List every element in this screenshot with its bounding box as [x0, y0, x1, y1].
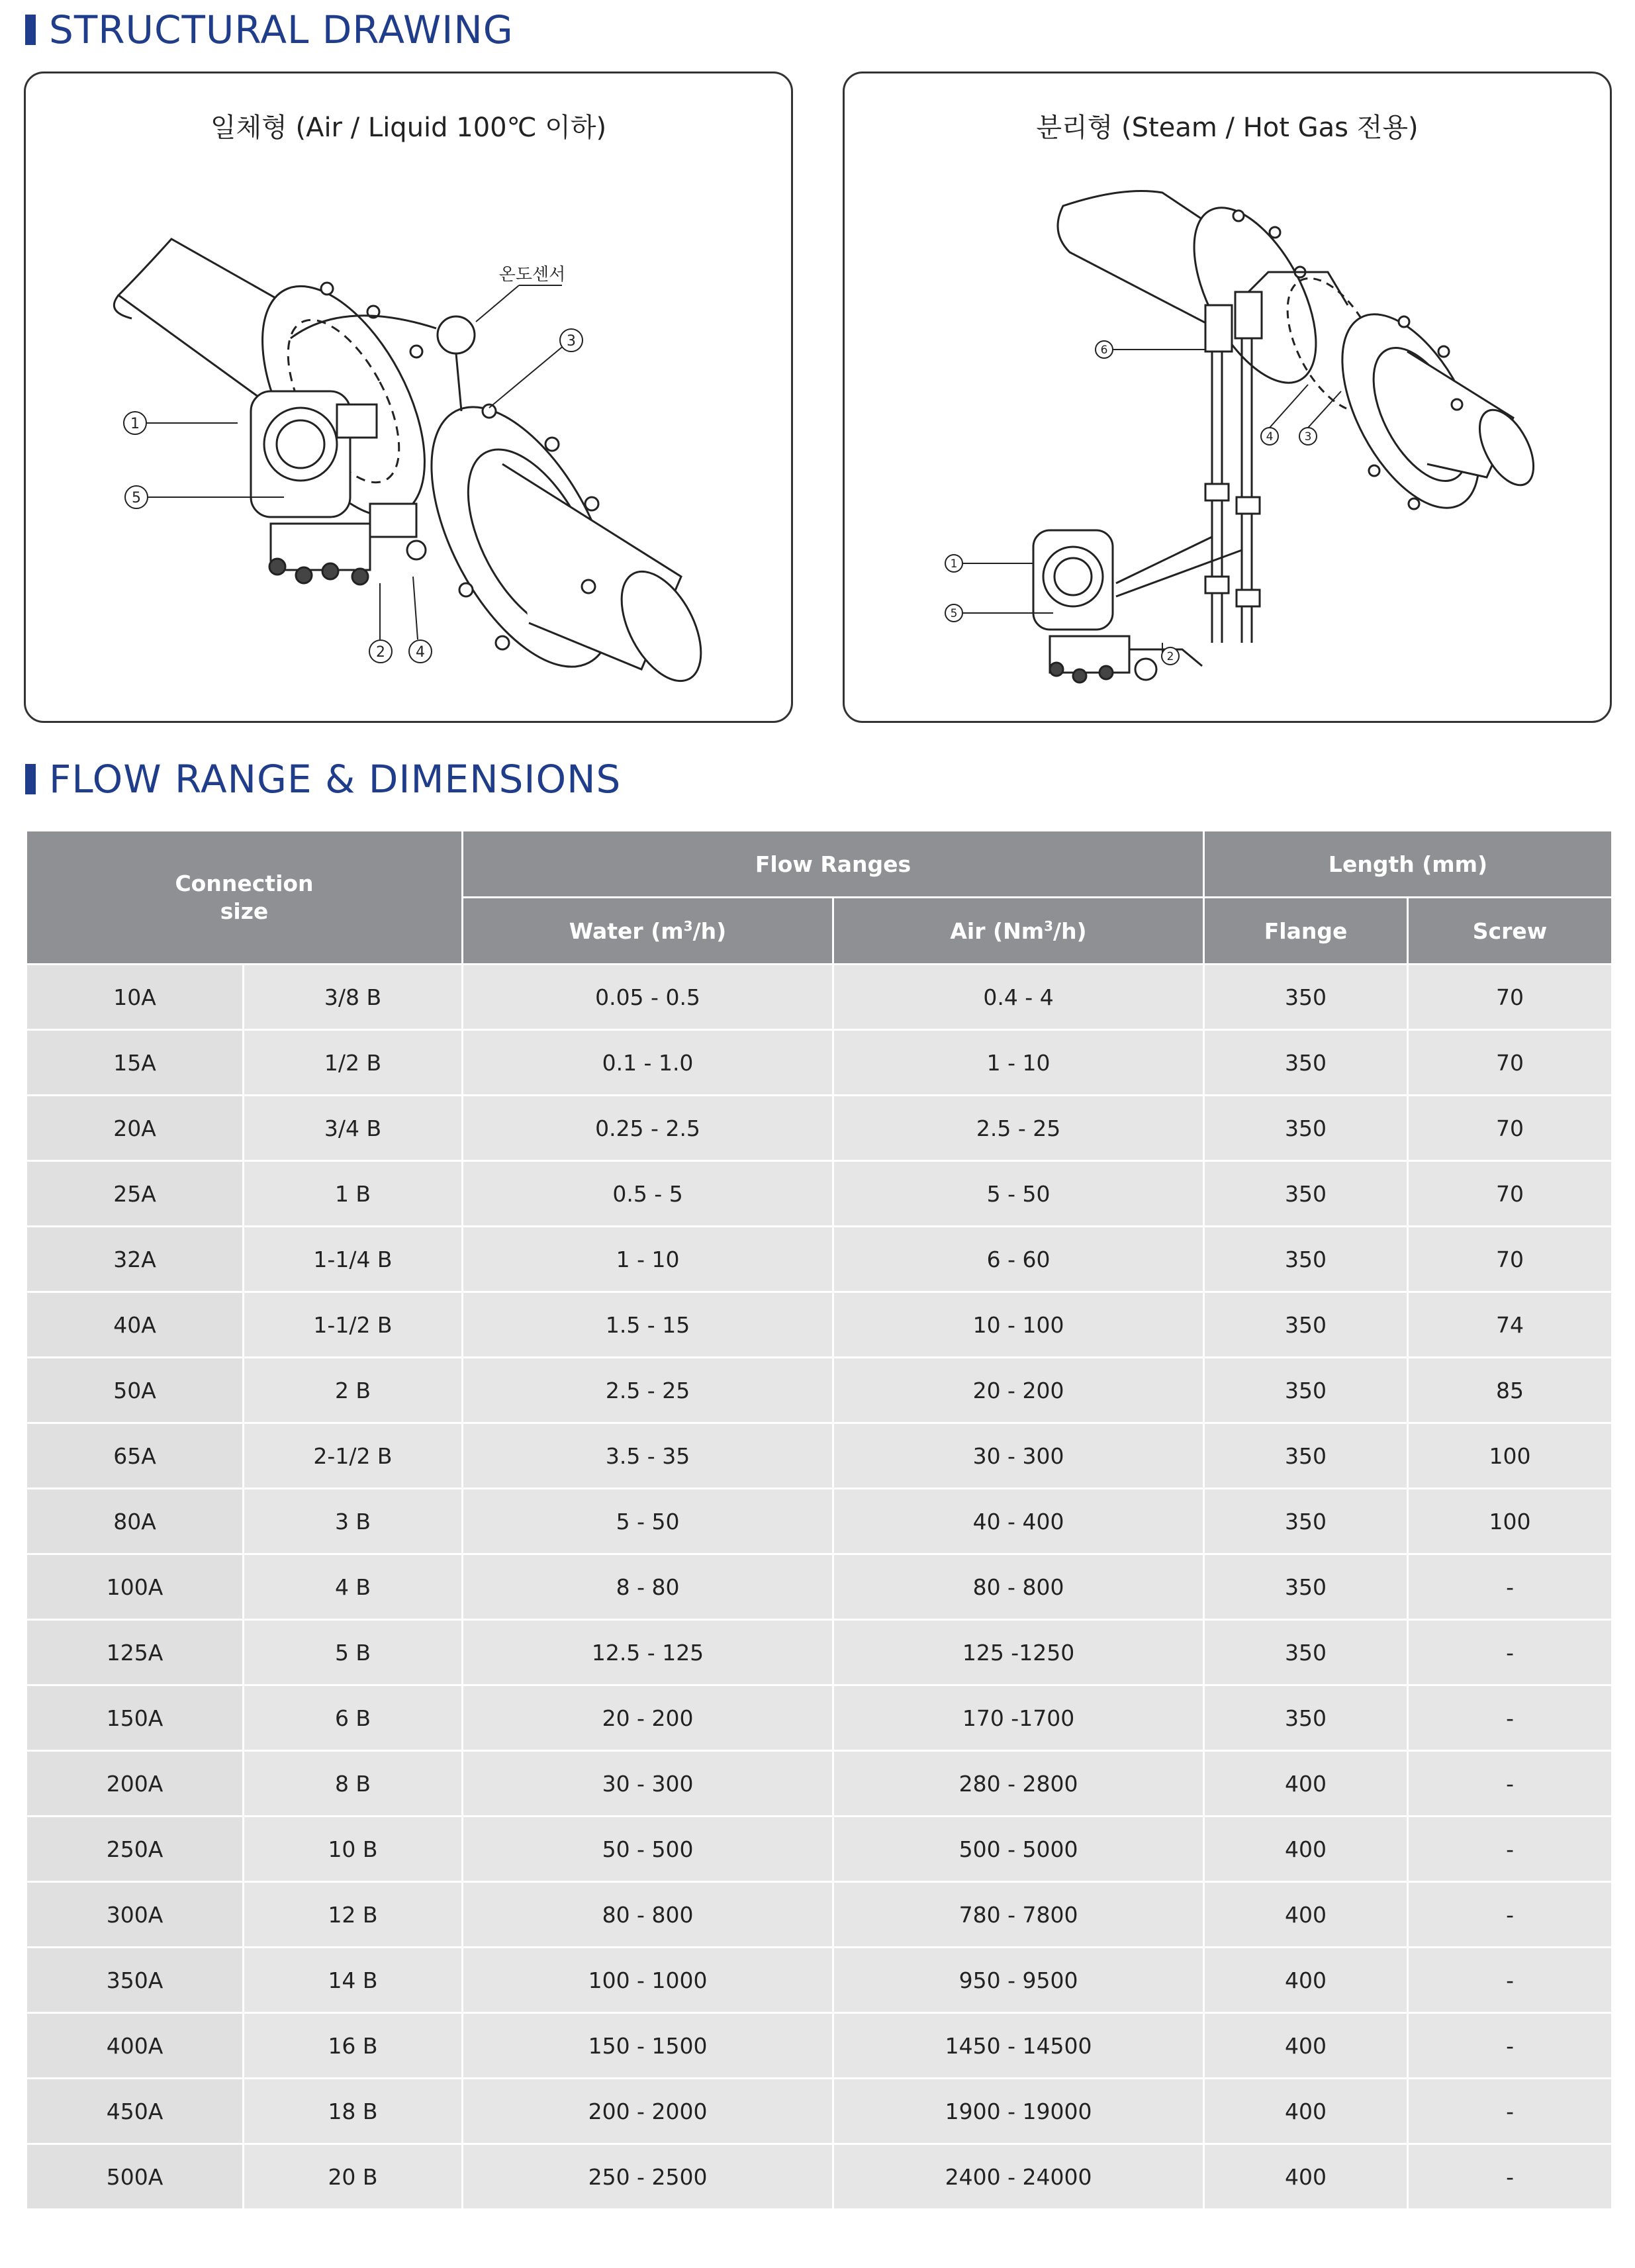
size-b-cell: 1-1/4 B	[244, 1227, 463, 1292]
water-range-cell: 5 - 50	[463, 1489, 833, 1554]
temperature-gauge	[438, 316, 475, 354]
table-row	[26, 965, 1612, 1030]
size-b-cell: 2-1/2 B	[244, 1423, 463, 1489]
air-header-suffix: /h)	[1053, 918, 1087, 944]
callout-4: 4	[1266, 430, 1274, 444]
water-range-cell: 0.5 - 5	[463, 1161, 833, 1227]
air-header	[833, 898, 1204, 965]
flange-length-cell: 400	[1204, 2079, 1408, 2144]
table-row	[26, 1948, 1612, 2013]
water-range-cell: 0.25 - 2.5	[463, 1096, 833, 1161]
air-range-cell: 170 -1700	[833, 1685, 1204, 1751]
water-range-cell: 3.5 - 35	[463, 1423, 833, 1489]
drain-valve	[1135, 659, 1156, 680]
water-header-sup: 3	[683, 918, 693, 934]
water-range-cell: 1.5 - 15	[463, 1292, 833, 1358]
flange-length-cell: 350	[1204, 1423, 1408, 1489]
flange-length-cell: 400	[1204, 2144, 1408, 2210]
size-a-cell: 200A	[26, 1751, 244, 1817]
temperature-sensor-label: 온도센서	[498, 265, 566, 285]
flow-table-body	[26, 965, 1612, 2210]
air-range-cell: 30 - 300	[833, 1423, 1204, 1489]
size-b-cell: 6 B	[244, 1685, 463, 1751]
table-row	[26, 1096, 1612, 1161]
integral-type-drawing-panel	[24, 71, 793, 723]
table-row	[26, 1817, 1612, 1882]
flange-length-cell: 350	[1204, 1358, 1408, 1423]
size-a-cell: 500A	[26, 2144, 244, 2210]
screw-length-cell: 70	[1408, 1161, 1612, 1227]
condensate-pot-1	[1205, 305, 1232, 352]
table-row	[26, 1751, 1612, 1817]
flange-length-cell: 350	[1204, 1096, 1408, 1161]
size-b-cell: 3/4 B	[244, 1096, 463, 1161]
size-b-cell: 5 B	[244, 1620, 463, 1685]
three-valve-manifold	[271, 524, 370, 570]
table-row	[26, 2144, 1612, 2210]
callout-6: 6	[1100, 344, 1108, 357]
size-a-cell: 20A	[26, 1096, 244, 1161]
flange-length-cell: 400	[1204, 1948, 1408, 2013]
water-range-cell: 200 - 2000	[463, 2079, 833, 2144]
size-a-cell: 450A	[26, 2079, 244, 2144]
water-range-cell: 30 - 300	[463, 1751, 833, 1817]
remote-type-drawing-panel	[843, 71, 1612, 723]
water-range-cell: 50 - 500	[463, 1817, 833, 1882]
remote-type-title: 분리형 (Steam / Hot Gas 전용)	[1036, 113, 1419, 143]
screw-length-cell: -	[1408, 2079, 1612, 2144]
water-range-cell: 0.1 - 1.0	[463, 1030, 833, 1096]
air-range-cell: 2.5 - 25	[833, 1096, 1204, 1161]
air-range-cell: 1 - 10	[833, 1030, 1204, 1096]
air-range-cell: 2400 - 24000	[833, 2144, 1204, 2210]
transmitter-cover	[264, 408, 337, 481]
air-range-cell: 1900 - 19000	[833, 2079, 1204, 2144]
flange-length-cell: 400	[1204, 1882, 1408, 1948]
air-range-cell: 500 - 5000	[833, 1817, 1204, 1882]
size-b-cell: 18 B	[244, 2079, 463, 2144]
size-a-cell: 400A	[26, 2013, 244, 2079]
air-range-cell: 20 - 200	[833, 1358, 1204, 1423]
water-range-cell: 0.05 - 0.5	[463, 965, 833, 1030]
flange-length-cell: 400	[1204, 2013, 1408, 2079]
callout-2: 2	[1166, 650, 1174, 663]
size-a-cell: 150A	[26, 1685, 244, 1751]
callout-4: 4	[416, 644, 425, 661]
table-row	[26, 1489, 1612, 1554]
air-range-cell: 780 - 7800	[833, 1882, 1204, 1948]
callout-5: 5	[950, 607, 958, 620]
size-a-cell: 300A	[26, 1882, 244, 1948]
size-b-cell: 10 B	[244, 1817, 463, 1882]
table-row	[26, 1227, 1612, 1292]
water-range-cell: 8 - 80	[463, 1554, 833, 1620]
screw-length-cell: -	[1408, 1817, 1612, 1882]
callout-3: 3	[567, 333, 576, 350]
screw-length-cell: -	[1408, 1620, 1612, 1685]
screw-length-cell: 70	[1408, 1227, 1612, 1292]
screw-header: Screw	[1408, 898, 1612, 965]
size-b-cell: 20 B	[244, 2144, 463, 2210]
screw-length-cell: 85	[1408, 1358, 1612, 1423]
screw-length-cell: 100	[1408, 1423, 1612, 1489]
size-a-cell: 250A	[26, 1817, 244, 1882]
flange-length-cell: 350	[1204, 1161, 1408, 1227]
size-a-cell: 125A	[26, 1620, 244, 1685]
remote-flowmeter-drawing	[845, 73, 1614, 725]
size-b-cell: 4 B	[244, 1554, 463, 1620]
size-a-cell: 40A	[26, 1292, 244, 1358]
flange-length-cell: 400	[1204, 1817, 1408, 1882]
screw-length-cell: -	[1408, 2144, 1612, 2210]
table-row	[26, 1358, 1612, 1423]
flange-header: Flange	[1204, 898, 1408, 965]
flange-length-cell: 350	[1204, 1554, 1408, 1620]
table-row	[26, 1554, 1612, 1620]
air-range-cell: 280 - 2800	[833, 1751, 1204, 1817]
screw-length-cell: 70	[1408, 965, 1612, 1030]
thermowell	[456, 354, 461, 411]
air-header-label: Air (Nm	[950, 918, 1045, 944]
callout-1: 1	[950, 557, 958, 571]
flow-range-heading	[25, 757, 622, 802]
callout-5: 5	[132, 490, 141, 506]
length-header: Length (mm)	[1204, 831, 1612, 898]
size-b-cell: 8 B	[244, 1751, 463, 1817]
callout-1: 1	[130, 416, 140, 432]
screw-length-cell: 74	[1408, 1292, 1612, 1358]
size-a-cell: 100A	[26, 1554, 244, 1620]
air-range-cell: 10 - 100	[833, 1292, 1204, 1358]
structural-drawing-title: STRUCTURAL DRAWING	[49, 7, 514, 52]
table-row	[26, 1620, 1612, 1685]
flow-ranges-header: Flow Ranges	[463, 831, 1204, 898]
screw-length-cell: -	[1408, 1751, 1612, 1817]
water-header-suffix: /h)	[692, 918, 727, 944]
size-a-cell: 80A	[26, 1489, 244, 1554]
flange-length-cell: 350	[1204, 1489, 1408, 1554]
integral-type-title: 일체형 (Air / Liquid 100℃ 이하)	[210, 113, 607, 143]
size-b-cell: 1/2 B	[244, 1030, 463, 1096]
heading-bar-marker	[25, 764, 36, 794]
air-range-cell: 950 - 9500	[833, 1948, 1204, 2013]
water-range-cell: 150 - 1500	[463, 2013, 833, 2079]
screw-length-cell: -	[1408, 1948, 1612, 2013]
size-a-cell: 25A	[26, 1161, 244, 1227]
screw-length-cell: 100	[1408, 1489, 1612, 1554]
screw-length-cell: -	[1408, 1685, 1612, 1751]
junction-box	[337, 404, 377, 438]
flange-length-cell: 350	[1204, 1227, 1408, 1292]
size-a-cell: 15A	[26, 1030, 244, 1096]
flange-length-cell: 350	[1204, 1685, 1408, 1751]
air-range-cell: 6 - 60	[833, 1227, 1204, 1292]
size-a-cell: 65A	[26, 1423, 244, 1489]
table-row	[26, 1882, 1612, 1948]
size-b-cell: 16 B	[244, 2013, 463, 2079]
table-row	[26, 1030, 1612, 1096]
size-b-cell: 3 B	[244, 1489, 463, 1554]
air-range-cell: 40 - 400	[833, 1489, 1204, 1554]
table-row	[26, 2013, 1612, 2079]
screw-length-cell: -	[1408, 1882, 1612, 1948]
size-a-cell: 10A	[26, 965, 244, 1030]
water-range-cell: 20 - 200	[463, 1685, 833, 1751]
air-range-cell: 80 - 800	[833, 1554, 1204, 1620]
size-b-cell: 2 B	[244, 1358, 463, 1423]
water-range-cell: 2.5 - 25	[463, 1358, 833, 1423]
table-row	[26, 1685, 1612, 1751]
flow-range-title: FLOW RANGE & DIMENSIONS	[49, 757, 622, 802]
table-row	[26, 1423, 1612, 1489]
transmitter-cover	[1043, 547, 1103, 606]
air-range-cell: 0.4 - 4	[833, 965, 1204, 1030]
air-range-cell: 125 -1250	[833, 1620, 1204, 1685]
flange-length-cell: 350	[1204, 965, 1408, 1030]
table-row	[26, 1161, 1612, 1227]
air-range-cell: 5 - 50	[833, 1161, 1204, 1227]
condensate-pot-2	[1235, 292, 1262, 338]
flange-length-cell: 350	[1204, 1620, 1408, 1685]
water-header	[463, 898, 833, 965]
integral-flowmeter-drawing	[26, 73, 795, 725]
size-b-cell: 12 B	[244, 1882, 463, 1948]
callout-2: 2	[376, 644, 385, 661]
water-range-cell: 250 - 2500	[463, 2144, 833, 2210]
air-range-cell: 1450 - 14500	[833, 2013, 1204, 2079]
size-b-cell: 1 B	[244, 1161, 463, 1227]
air-header-sup: 3	[1044, 918, 1054, 934]
size-b-cell: 14 B	[244, 1948, 463, 2013]
screw-length-cell: -	[1408, 1554, 1612, 1620]
screw-length-cell: 70	[1408, 1096, 1612, 1161]
impulse-block	[370, 504, 416, 537]
connection-header-line1: Connection	[175, 871, 314, 897]
water-range-cell: 12.5 - 125	[463, 1620, 833, 1685]
size-b-cell: 1-1/2 B	[244, 1292, 463, 1358]
connection-size-header	[26, 831, 463, 965]
flange-length-cell: 400	[1204, 1751, 1408, 1817]
water-range-cell: 1 - 10	[463, 1227, 833, 1292]
flange-length-cell: 350	[1204, 1030, 1408, 1096]
water-range-cell: 100 - 1000	[463, 1948, 833, 2013]
structural-drawing-heading	[25, 7, 514, 52]
size-a-cell: 350A	[26, 1948, 244, 2013]
water-range-cell: 80 - 800	[463, 1882, 833, 1948]
table-row	[26, 1292, 1612, 1358]
size-b-cell: 3/8 B	[244, 965, 463, 1030]
size-a-cell: 50A	[26, 1358, 244, 1423]
heading-bar-marker	[25, 15, 36, 45]
size-a-cell: 32A	[26, 1227, 244, 1292]
table-row	[26, 2079, 1612, 2144]
flange-length-cell: 350	[1204, 1292, 1408, 1358]
screw-length-cell: -	[1408, 2013, 1612, 2079]
flow-range-table	[25, 829, 1613, 2210]
screw-length-cell: 70	[1408, 1030, 1612, 1096]
connection-header-line2: size	[220, 898, 269, 924]
water-header-label: Water (m	[569, 918, 684, 944]
callout-3: 3	[1304, 430, 1312, 444]
